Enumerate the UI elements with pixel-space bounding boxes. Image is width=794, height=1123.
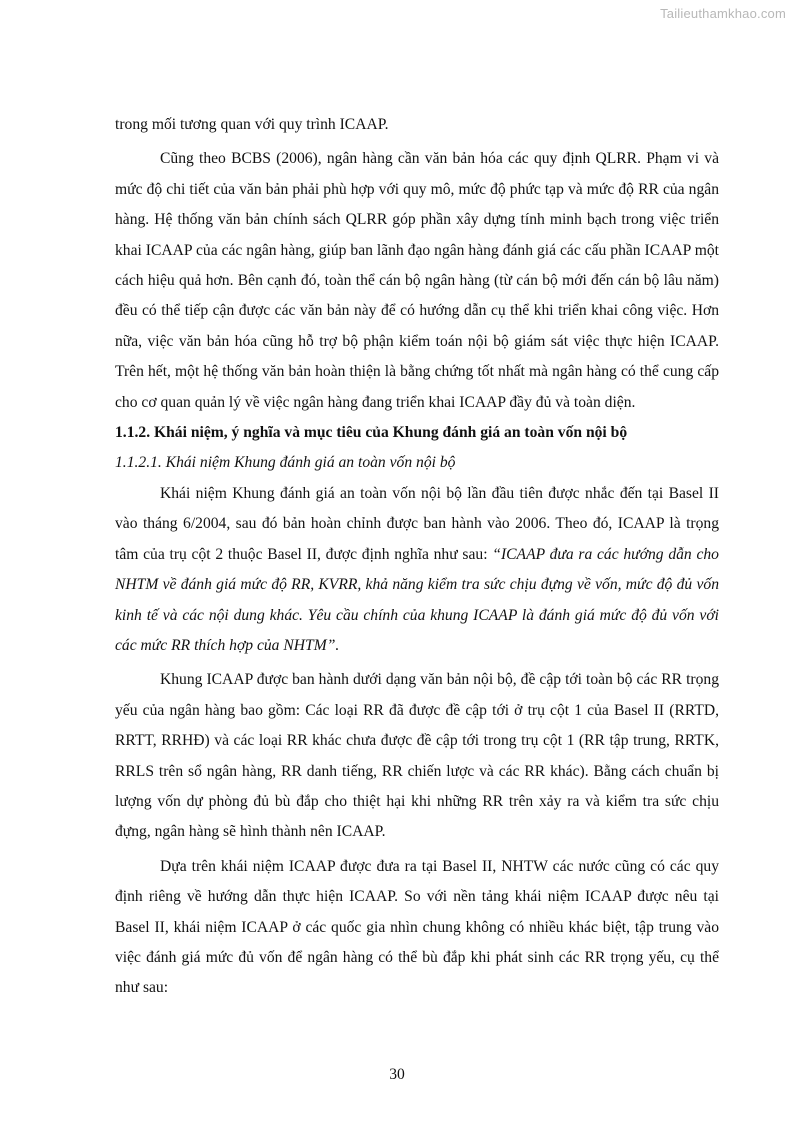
- paragraph-icaap-framework: Khung ICAAP được ban hành dưới dạng văn bản nội bộ, đề cập tới toàn bộ các RR trọng yếu của ngân hàng bao gồm: Các loại RR đã được đề cập tới ở trụ cột 1 của Basel II (RRTD, RRTT, RRHĐ) và các loại RR khác chưa được đề cập tới trong trụ cột 1 (RR tập trung, RRTK, RRLS trên sổ ngân hàng, RR danh tiếng, RR chiến lược và các RR khác). Bằng cách chuẩn bị lượng vốn dự phòng đủ bù đắp cho thiệt hại khi những RR trên xảy ra và kiểm tra sức chịu đựng, ngân hàng sẽ hình thành nên ICAAP.: [115, 671, 719, 841]
- document-body: [115, 110, 719, 1004]
- definition-quote: “ICAAP đưa ra các hướng dẫn cho NHTM về đánh giá mức độ RR, KVRR, khả năng kiểm tra sức chịu đựng về vốn, mức độ đủ vốn kinh tế và các nội dung khác. Yêu cầu chính của khung ICAAP là đánh giá mức độ đủ vốn với các mức RR thích hợp của NHTM”.: [115, 545, 719, 654]
- section-heading: 1.1.2. Khái niệm, ý nghĩa và mục tiêu của Khung đánh giá an toàn vốn nội bộ: [115, 424, 628, 442]
- paragraph-national-definitions: Dựa trên khái niệm ICAAP được đưa ra tại Basel II, NHTW các nước cũng có các quy định riêng về hướng dẫn thực hiện ICAAP. So với nền tảng khái niệm ICAAP được nêu tại Basel II, khái niệm ICAAP ở các quốc gia nhìn chung không có nhiều khác biệt, tập trung vào việc đánh giá mức đủ vốn để ngân hàng có thể bù đắp khi phát sinh các RR trọng yếu, cụ thể như sau:: [115, 857, 719, 997]
- page-number: 30: [389, 1066, 405, 1083]
- paragraph-documentation: Cũng theo BCBS (2006), ngân hàng cần văn bản hóa các quy định QLRR. Phạm vi và mức độ chi tiết của văn bản phải phù hợp với quy mô, mức độ phức tạp và mức độ RR của ngân hàng. Hệ thống văn bản chính sách QLRR góp phần xây dựng tính minh bạch trong việc triển khai ICAAP của các ngân hàng, giúp ban lãnh đạo ngân hàng đánh giá các cấu phần ICAAP một cách hiệu quả hơn. Bên cạnh đó, toàn thể cán bộ ngân hàng (từ cán bộ mới đến cán bộ lâu năm) đều có thể tiếp cận được các văn bản này để có hướng dẫn cụ thể khi triển khai công việc. Hơn nữa, việc văn bản hóa cũng hỗ trợ bộ phận kiểm toán nội bộ giám sát việc thực hiện ICAAP. Trên hết, một hệ thống văn bản hoàn thiện là bằng chứng tốt nhất mà ngân hàng có thể cung cấp cho cơ quan quản lý về việc ngân hàng đang triển khai ICAAP đầy đủ và toàn diện.: [115, 150, 719, 411]
- paragraph-continuation: trong mối tương quan với quy trình ICAAP.: [115, 116, 389, 133]
- watermark-text: Tailieuthamkhao.com: [660, 6, 786, 21]
- paragraph-definition: [115, 479, 719, 661]
- subsection-heading: 1.1.2.1. Khái niệm Khung đánh giá an toàn vốn nội bộ: [115, 454, 456, 472]
- definition-intro-text: Khái niệm Khung đánh giá an toàn vốn nội bộ lần đầu tiên được nhắc đến tại Basel II vào tháng 6/2004, sau đó bản hoàn chỉnh được ban hành vào 2006. Theo đó, ICAAP là trọng tâm của trụ cột 2 thuộc Basel II, được định nghĩa như sau:: [115, 484, 719, 563]
